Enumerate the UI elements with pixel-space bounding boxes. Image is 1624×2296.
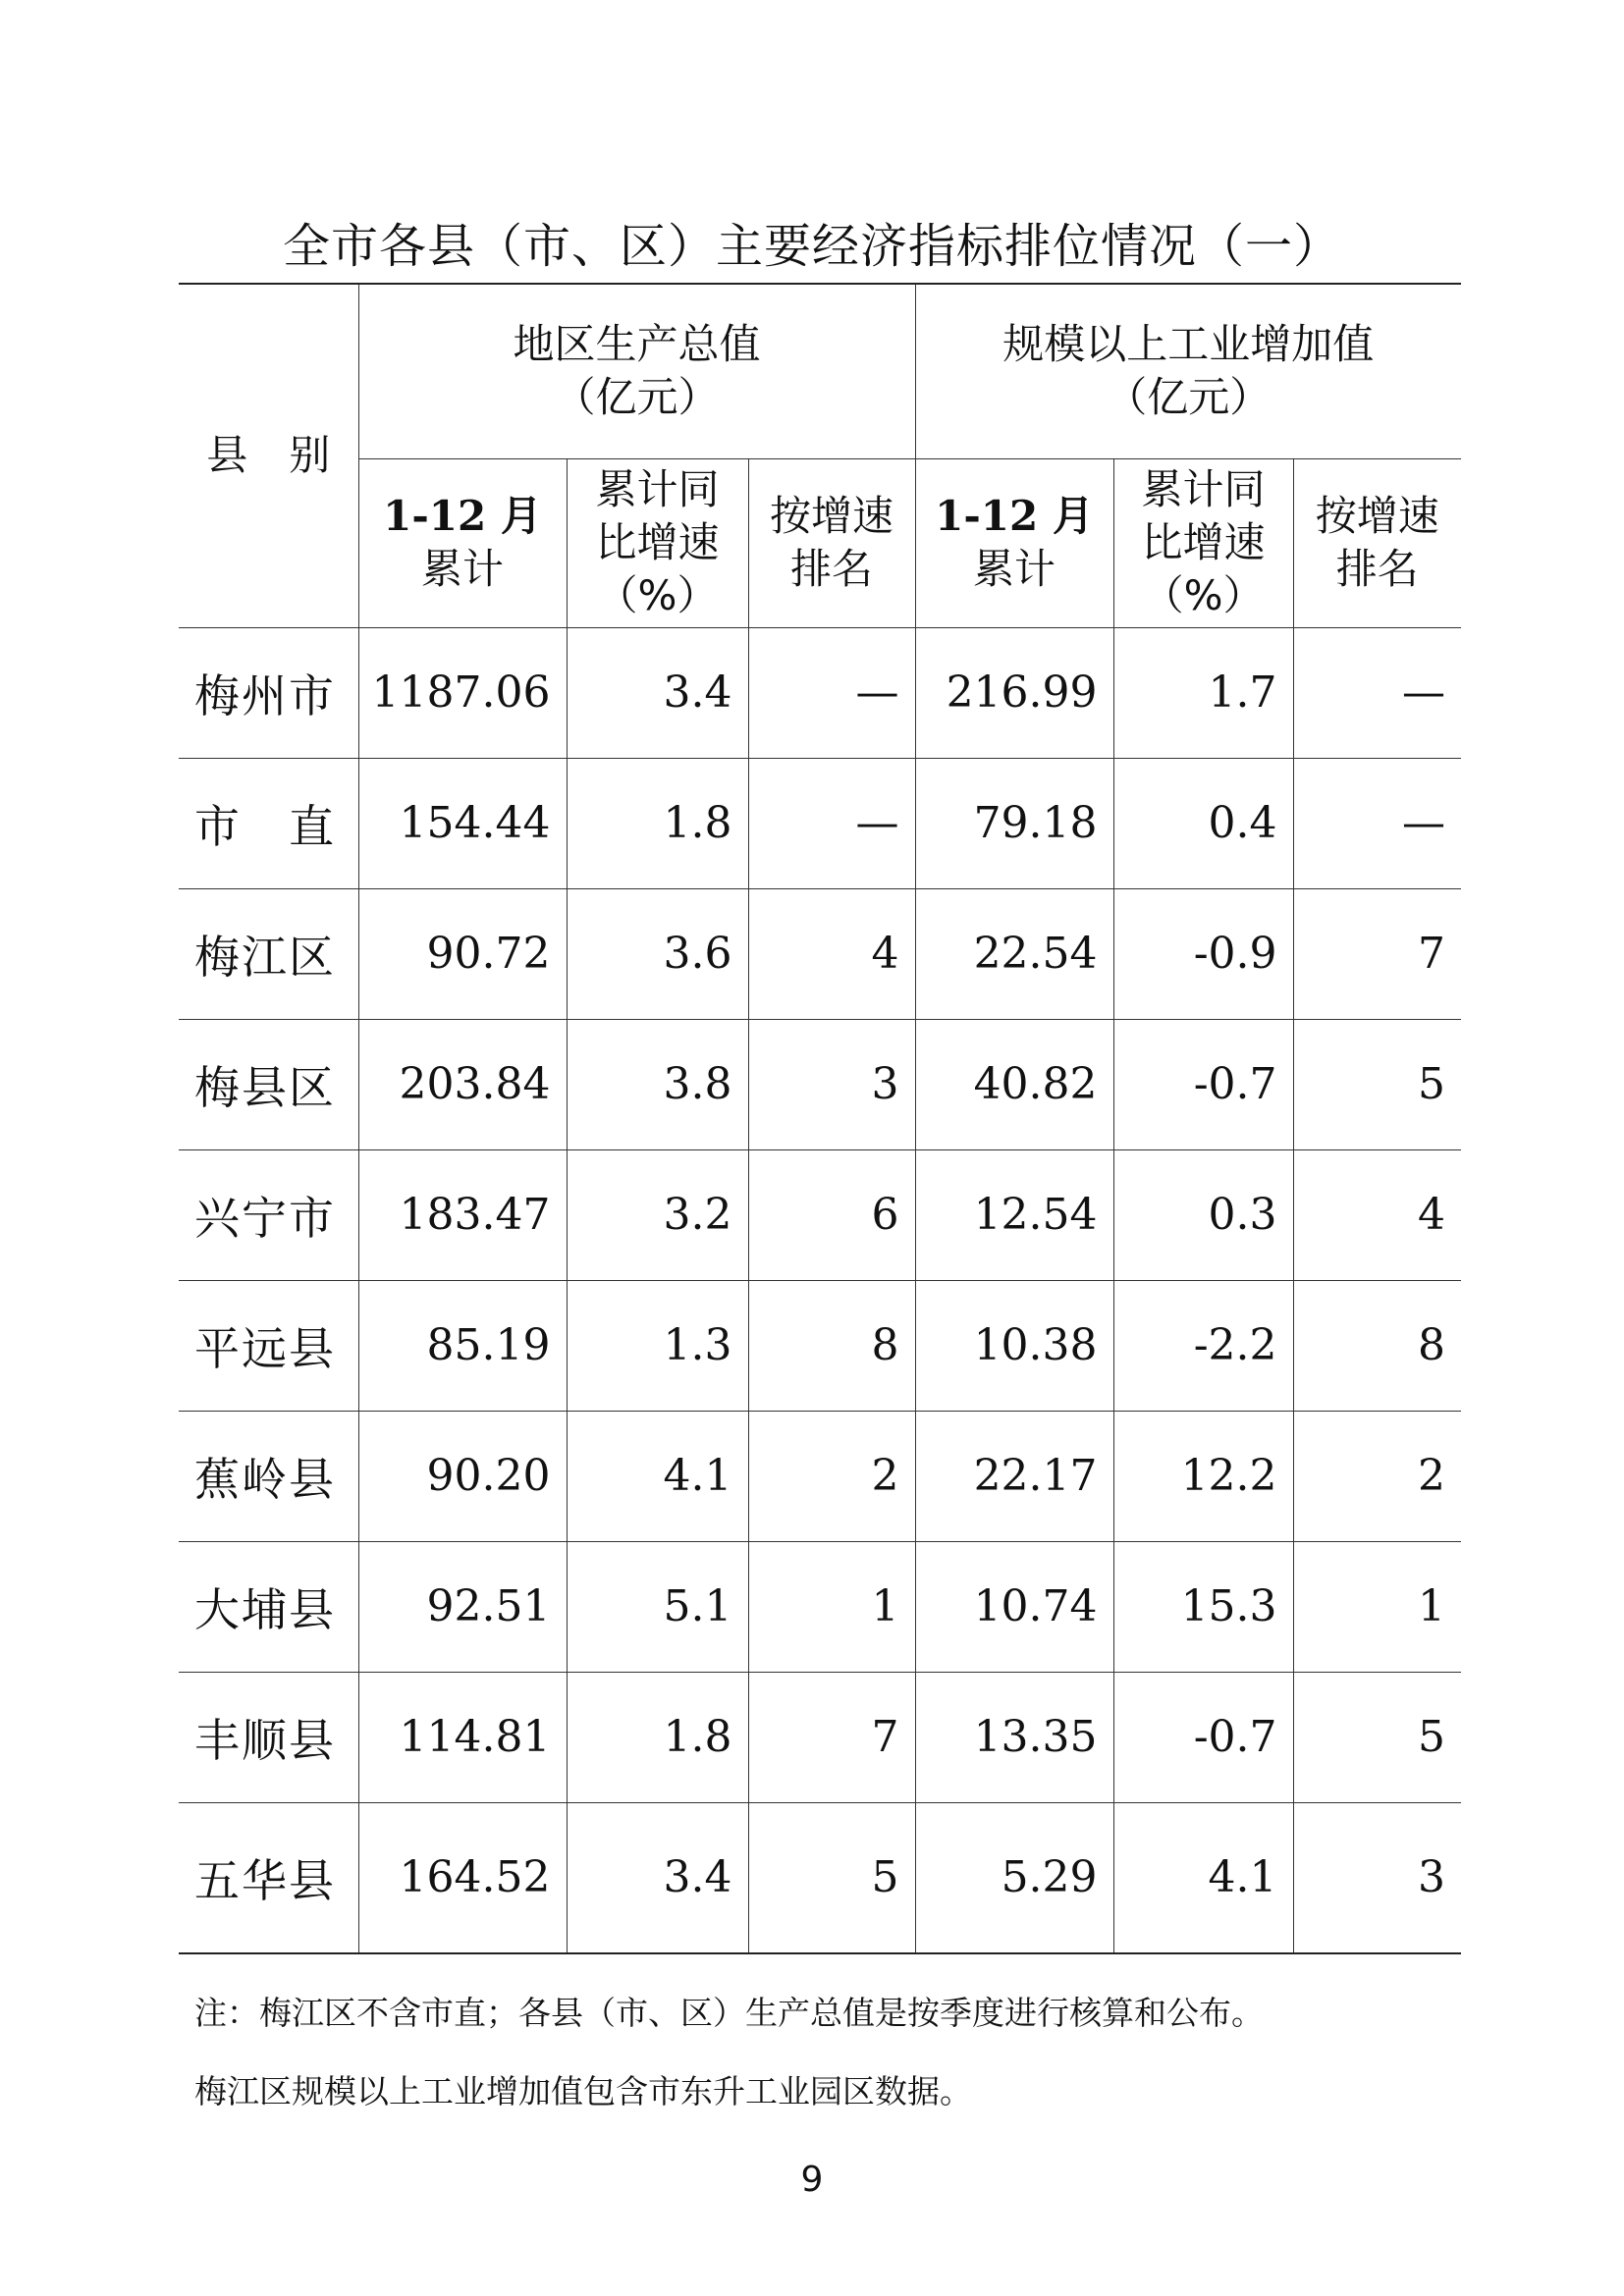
gdp-cumulative-header-line1: 1-12 月 [383,492,542,540]
gdp-growth-header-line3: （%） [596,571,719,619]
header-row-subcolumns [179,458,1461,627]
gdp-cumulative-header-line2: 累计 [420,545,504,593]
county-name: 兴宁市 [179,1149,358,1280]
gdp-growth: 3.4 [567,627,748,758]
table-row [179,1672,1461,1802]
gdp-cumulative: 164.52 [358,1802,567,1953]
gdp-group-header [358,284,915,458]
county-name: 市 直 [179,758,358,888]
industry-growth-header-line3: （%） [1142,571,1265,619]
table-note-line2: 梅江区规模以上工业增加值包含市东升工业园区数据。 [194,2072,972,2110]
industry-growth-header-line1: 累计同 [1141,465,1266,513]
gdp-cumulative: 85.19 [358,1280,567,1411]
gdp-growth: 1.3 [567,1280,748,1411]
county-name: 丰顺县 [179,1672,358,1802]
gdp-growth: 3.8 [567,1019,748,1149]
county-name: 梅州市 [179,627,358,758]
table-row [179,1019,1461,1149]
gdp-growth: 3.6 [567,888,748,1019]
gdp-rank: 2 [748,1411,915,1541]
county-column-label: 县 别 [206,431,331,480]
industry-rank: 1 [1293,1541,1461,1672]
industry-cumulative: 22.54 [915,888,1113,1019]
page-title: 全市各县（市、区）主要经济指标排位情况（一） [282,219,1341,274]
gdp-rank-header-line2: 排名 [790,545,874,593]
table-row [179,627,1461,758]
table-row [179,888,1461,1019]
table-row [179,1280,1461,1411]
header-row-groups [179,284,1461,458]
gdp-cumulative: 183.47 [358,1149,567,1280]
industry-cumulative: 22.17 [915,1411,1113,1541]
industry-cumulative: 216.99 [915,627,1113,758]
industry-growth: -0.9 [1113,888,1293,1019]
gdp-growth: 1.8 [567,1672,748,1802]
county-name: 蕉岭县 [179,1411,358,1541]
page-number: 9 [800,2160,824,2200]
gdp-rank: 5 [748,1802,915,1953]
table-row [179,1149,1461,1280]
economic-indicators-table [179,283,1461,1954]
gdp-rank: — [748,627,915,758]
gdp-cumulative: 1187.06 [358,627,567,758]
industry-growth-header [1113,458,1293,627]
county-name: 梅江区 [179,888,358,1019]
industry-rank-header-line2: 排名 [1335,545,1419,593]
industry-rank: 7 [1293,888,1461,1019]
industry-growth: -0.7 [1113,1672,1293,1802]
industry-rank-header [1293,458,1461,627]
gdp-rank: 6 [748,1149,915,1280]
gdp-cumulative-header [358,458,567,627]
table-row [179,1411,1461,1541]
gdp-rank-header-line1: 按增速 [770,492,894,540]
gdp-rank: 7 [748,1672,915,1802]
industry-rank: — [1293,758,1461,888]
industry-cumulative-header-line1: 1-12 月 [935,492,1094,540]
gdp-growth: 1.8 [567,758,748,888]
gdp-cumulative: 114.81 [358,1672,567,1802]
gdp-rank: 8 [748,1280,915,1411]
gdp-cumulative: 90.20 [358,1411,567,1541]
gdp-rank: 4 [748,888,915,1019]
gdp-cumulative: 92.51 [358,1541,567,1672]
industry-cumulative: 10.74 [915,1541,1113,1672]
gdp-group-unit: （亿元） [554,373,720,422]
county-column-header [179,284,358,627]
gdp-group-title: 地区生产总值 [513,320,761,369]
industry-growth-header-line2: 比增速 [1141,518,1266,566]
gdp-cumulative: 154.44 [358,758,567,888]
gdp-rank: — [748,758,915,888]
county-name: 大埔县 [179,1541,358,1672]
gdp-growth: 3.2 [567,1149,748,1280]
industry-growth: 4.1 [1113,1802,1293,1953]
industry-growth: 0.3 [1113,1149,1293,1280]
gdp-rank-header [748,458,915,627]
industry-rank: — [1293,627,1461,758]
county-name: 梅县区 [179,1019,358,1149]
industry-cumulative: 13.35 [915,1672,1113,1802]
industry-cumulative: 5.29 [915,1802,1113,1953]
gdp-cumulative: 90.72 [358,888,567,1019]
industry-cumulative: 40.82 [915,1019,1113,1149]
industry-growth: -0.7 [1113,1019,1293,1149]
gdp-rank: 3 [748,1019,915,1149]
gdp-rank: 1 [748,1541,915,1672]
industry-rank: 4 [1293,1149,1461,1280]
county-name: 五华县 [179,1802,358,1953]
industry-rank-header-line1: 按增速 [1315,492,1439,540]
gdp-growth-header [567,458,748,627]
industry-growth: 1.7 [1113,627,1293,758]
table-row [179,1802,1461,1953]
industry-cumulative: 12.54 [915,1149,1113,1280]
gdp-growth-header-line2: 比增速 [595,518,720,566]
gdp-cumulative: 203.84 [358,1019,567,1149]
industry-growth: 15.3 [1113,1541,1293,1672]
gdp-growth-header-line1: 累计同 [595,465,720,513]
industry-rank: 5 [1293,1672,1461,1802]
industry-cumulative-header [915,458,1113,627]
industry-group-title: 规模以上工业增加值 [1002,320,1375,369]
table-row [179,1541,1461,1672]
industry-rank: 8 [1293,1280,1461,1411]
gdp-growth: 4.1 [567,1411,748,1541]
gdp-growth: 3.4 [567,1802,748,1953]
gdp-growth: 5.1 [567,1541,748,1672]
industry-group-header [915,284,1461,458]
industry-growth: 12.2 [1113,1411,1293,1541]
industry-cumulative: 79.18 [915,758,1113,888]
industry-rank: 2 [1293,1411,1461,1541]
industry-cumulative: 10.38 [915,1280,1113,1411]
table-row [179,758,1461,888]
table-note-line1: 注：梅江区不含市直；各县（市、区）生产总值是按季度进行核算和公布。 [194,1994,1264,2032]
industry-group-unit: （亿元） [1106,373,1272,422]
industry-cumulative-header-line2: 累计 [973,545,1056,593]
county-name: 平远县 [179,1280,358,1411]
industry-growth: -2.2 [1113,1280,1293,1411]
industry-growth: 0.4 [1113,758,1293,888]
industry-rank: 3 [1293,1802,1461,1953]
industry-rank: 5 [1293,1019,1461,1149]
